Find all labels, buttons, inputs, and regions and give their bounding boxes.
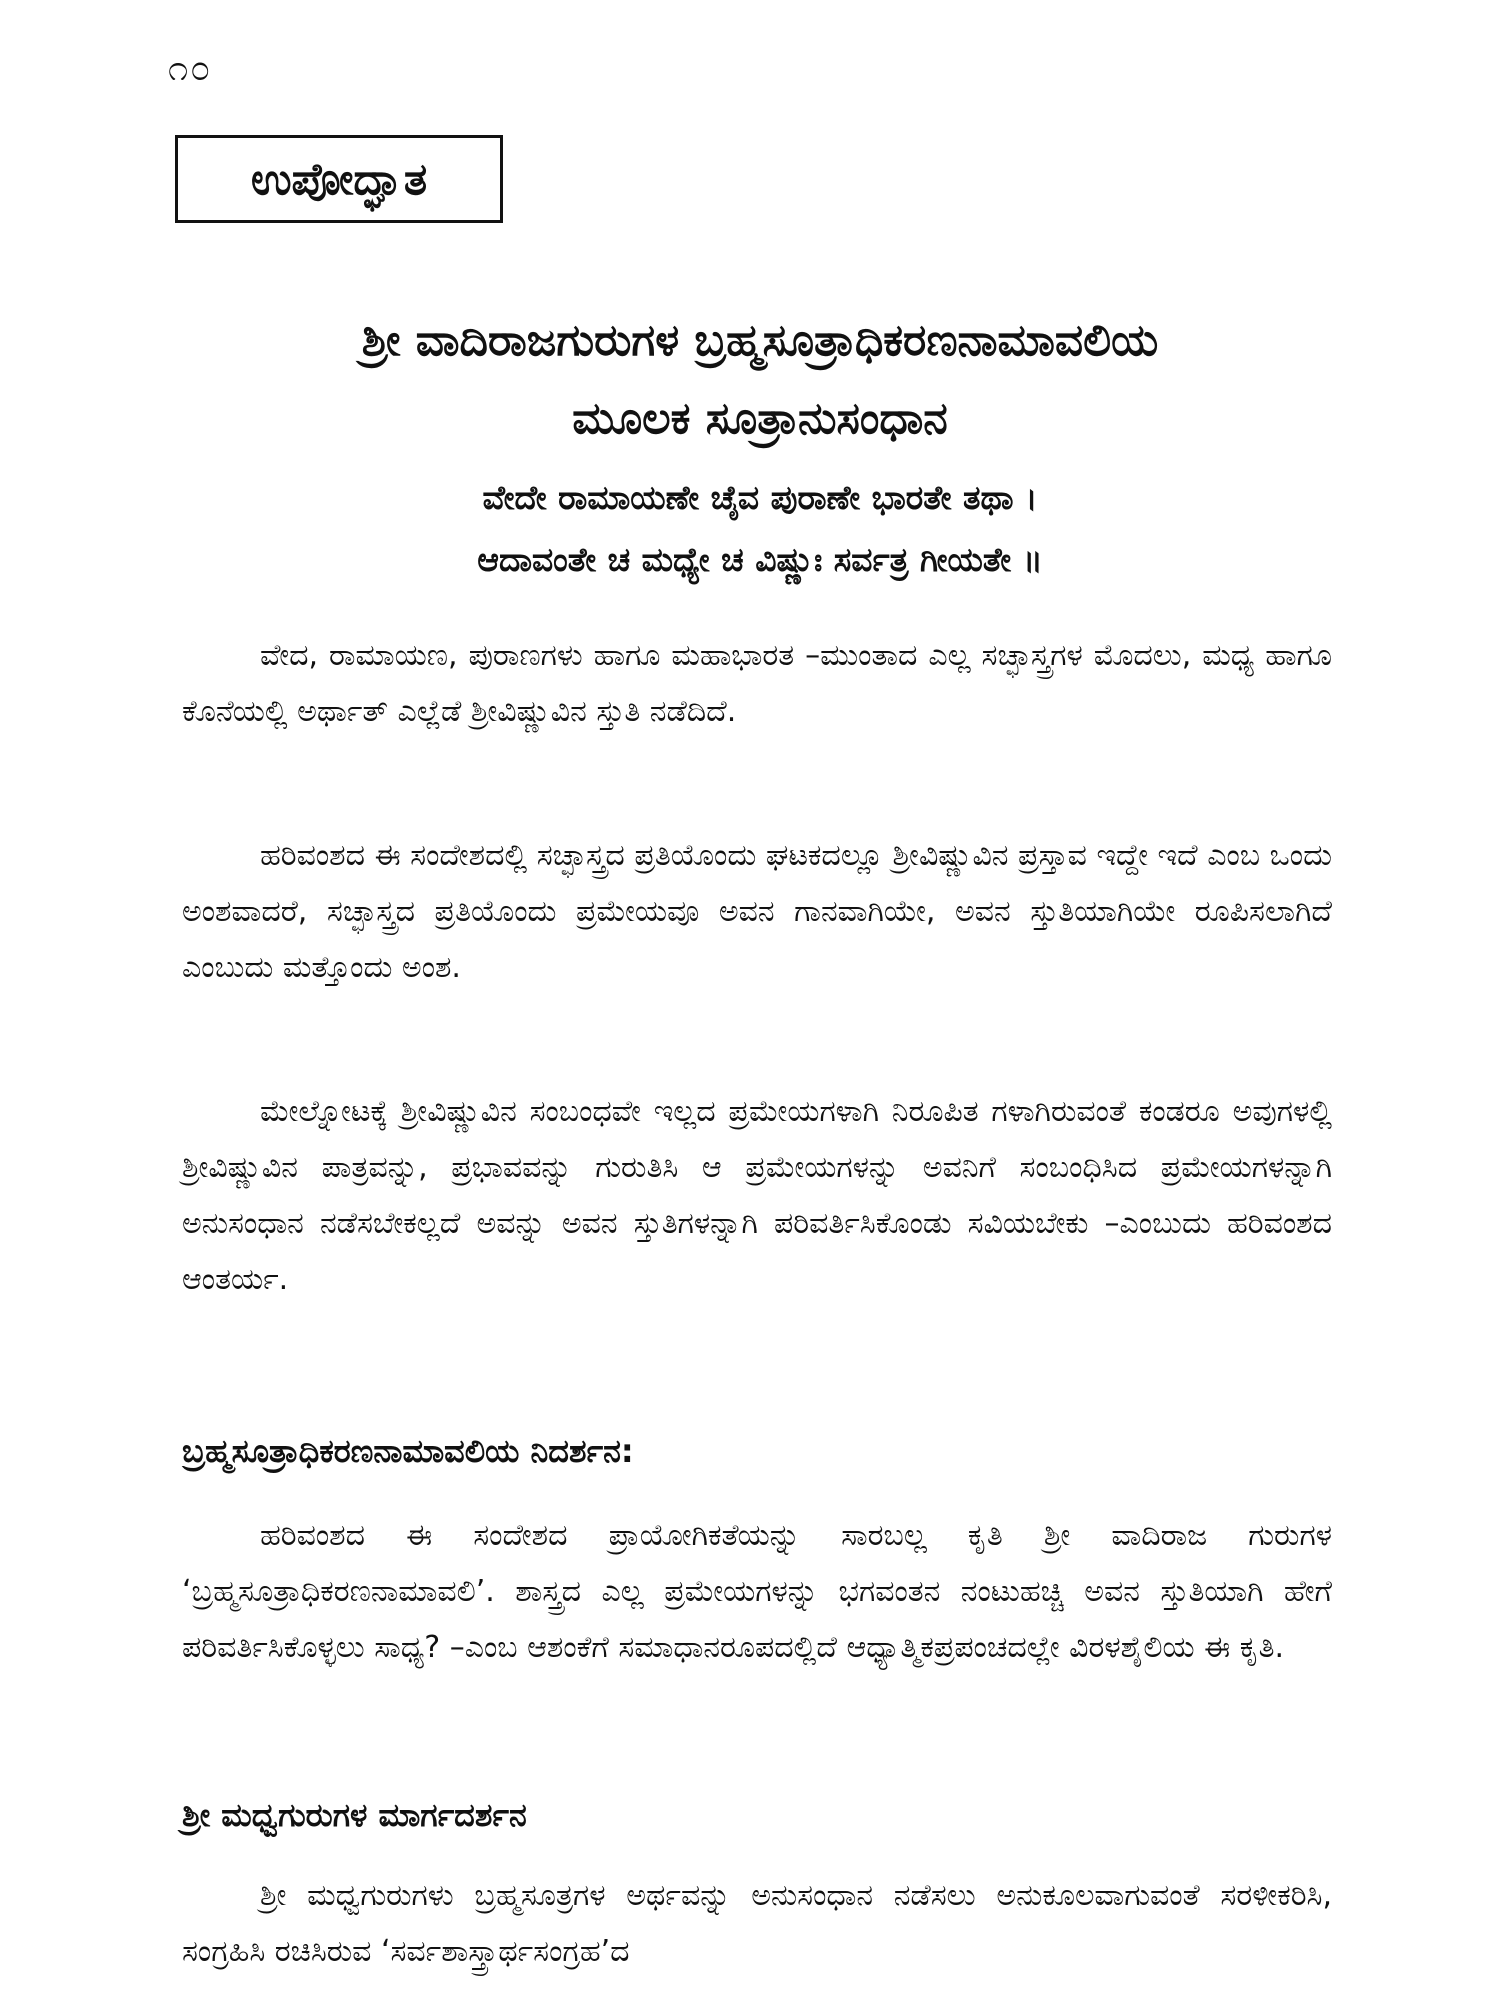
page-number: ೧೦	[168, 48, 213, 89]
subheading-1: ಬ್ರಹ್ಮಸೂತ್ರಾಧಿಕರಣನಾಮಾವಲಿಯ ನಿದರ್ಶನ:	[182, 1432, 634, 1470]
title-line-1: ಶ್ರೀ ವಾದಿರಾಜಗುರುಗಳ ಬ್ರಹ್ಮಸೂತ್ರಾಧಿಕರಣನಾಮಾವಲಿಯ	[361, 315, 1159, 366]
title-line-2: ಮೂಲಕ ಸೂತ್ರಾನುಸಂಧಾನ	[572, 393, 948, 444]
subheading-2: ಶ್ರೀ ಮಧ್ವಗುರುಗಳ ಮಾರ್ಗದರ್ಶನ	[182, 1796, 527, 1834]
paragraph-2: ಹರಿವಂಶದ ಈ ಸಂದೇಶದಲ್ಲಿ ಸಚ್ಛಾಸ್ತ್ರದ ಪ್ರತಿಯೊಂದು ಘಟಕದಲ್ಲೂ ಶ್ರೀವಿಷ್ಣುವಿನ ಪ್ರಸ್ತಾವ ಇದ್ದೇ ಇದೆ ಎಂಬ ಒಂದು ಅಂಶವಾದರೆ, ಸಚ್ಛಾಸ್ತ್ರದ ಪ್ರತಿಯೊಂದು ಪ್ರಮೇಯವೂ ಅವನ ಗಾನವಾಗಿಯೇ, ಅವನ ಸ್ತುತಿಯಾಗಿಯೇ ರೂಪಿಸಲಾಗಿದೆ ಎಂಬುದು ಮತ್ತೊಂದು ಅಂಶ.	[182, 838, 1332, 985]
section-label: ಉಪೋದ್ಘಾತ	[250, 153, 428, 205]
section-label-box	[175, 135, 503, 223]
paragraph-1: ವೇದ, ರಾಮಾಯಣ, ಪುರಾಣಗಳು ಹಾಗೂ ಮಹಾಭಾರತ –ಮುಂತಾದ ಎಲ್ಲ ಸಚ್ಛಾಸ್ತ್ರಗಳ ಮೊದಲು, ಮಧ್ಯ ಹಾಗೂ ಕೊನೆಯಲ್ಲಿ ಅರ್ಥಾತ್ ಎಲ್ಲೆಡೆ ಶ್ರೀವಿಷ್ಣುವಿನ ಸ್ತುತಿ ನಡೆದಿದೆ.	[182, 638, 1332, 729]
paragraph-5: ಶ್ರೀ ಮಧ್ವಗುರುಗಳು ಬ್ರಹ್ಮಸೂತ್ರಗಳ ಅರ್ಥವನ್ನು ಅನುಸಂಧಾನ ನಡೆಸಲು ಅನುಕೂಲವಾಗುವಂತೆ ಸರಳೀಕರಿಸಿ, ಸಂಗ್ರಹಿಸಿ ರಚಿಸಿರುವ ‘ಸರ್ವಶಾಸ್ತ್ರಾರ್ಥಸಂಗ್ರಹ’ದ	[182, 1878, 1332, 1969]
paragraph-3: ಮೇಲ್ನೋಟಕ್ಕೆ ಶ್ರೀವಿಷ್ಣುವಿನ ಸಂಬಂಧವೇ ಇಲ್ಲದ ಪ್ರಮೇಯಗಳಾಗಿ ನಿರೂಪಿತ ಗಳಾಗಿರುವಂತೆ ಕಂಡರೂ ಅವುಗಳಲ್ಲಿ ಶ್ರೀವಿಷ್ಣುವಿನ ಪಾತ್ರವನ್ನು, ಪ್ರಭಾವವನ್ನು ಗುರುತಿಸಿ ಆ ಪ್ರಮೇಯಗಳನ್ನು ಅವನಿಗೆ ಸಂಬಂಧಿಸಿದ ಪ್ರಮೇಯಗಳನ್ನಾಗಿ ಅನುಸಂಧಾನ ನಡೆಸಬೇಕಲ್ಲದೆ ಅವನ್ನು ಅವನ ಸ್ತುತಿಗಳನ್ನಾಗಿ ಪರಿವರ್ತಿಸಿಕೊಂಡು ಸವಿಯಬೇಕು –ಎಂಬುದು ಹರಿವಂಶದ ಆಂತರ್ಯ.	[182, 1094, 1332, 1297]
verse-line-2: ಆದಾವಂತೇ ಚ ಮಧ್ಯೇ ಚ ವಿಷ್ಣುಃ ಸರ್ವತ್ರ ಗೀಯತೇ ॥	[477, 540, 1043, 579]
paragraph-4: ಹರಿವಂಶದ ಈ ಸಂದೇಶದ ಪ್ರಾಯೋಗಿಕತೆಯನ್ನು ಸಾರಬಲ್ಲ ಕೃತಿ ಶ್ರೀ ವಾದಿರಾಜ ಗುರುಗಳ ‘ಬ್ರಹ್ಮಸೂತ್ರಾಧಿಕರಣನಾಮಾವಲಿ’. ಶಾಸ್ತ್ರದ ಎಲ್ಲ ಪ್ರಮೇಯಗಳನ್ನು ಭಗವಂತನ ನಂಟುಹಚ್ಚಿ ಅವನ ಸ್ತುತಿಯಾಗಿ ಹೇಗೆ ಪರಿವರ್ತಿಸಿಕೊಳ್ಳಲು ಸಾಧ್ಯ? –ಎಂಬ ಆಶಂಕೆಗೆ ಸಮಾಧಾನರೂಪದಲ್ಲಿದೆ ಆಧ್ಯಾತ್ಮಿಕಪ್ರಪಂಚದಲ್ಲೇ ವಿರಳಶೈಲಿಯ ಈ ಕೃತಿ.	[182, 1518, 1332, 1665]
verse-line-1: ವೇದೇ ರಾಮಾಯಣೇ ಚೈವ ಪುರಾಣೇ ಭಾರತೇ ತಥಾ ।	[482, 478, 1038, 517]
